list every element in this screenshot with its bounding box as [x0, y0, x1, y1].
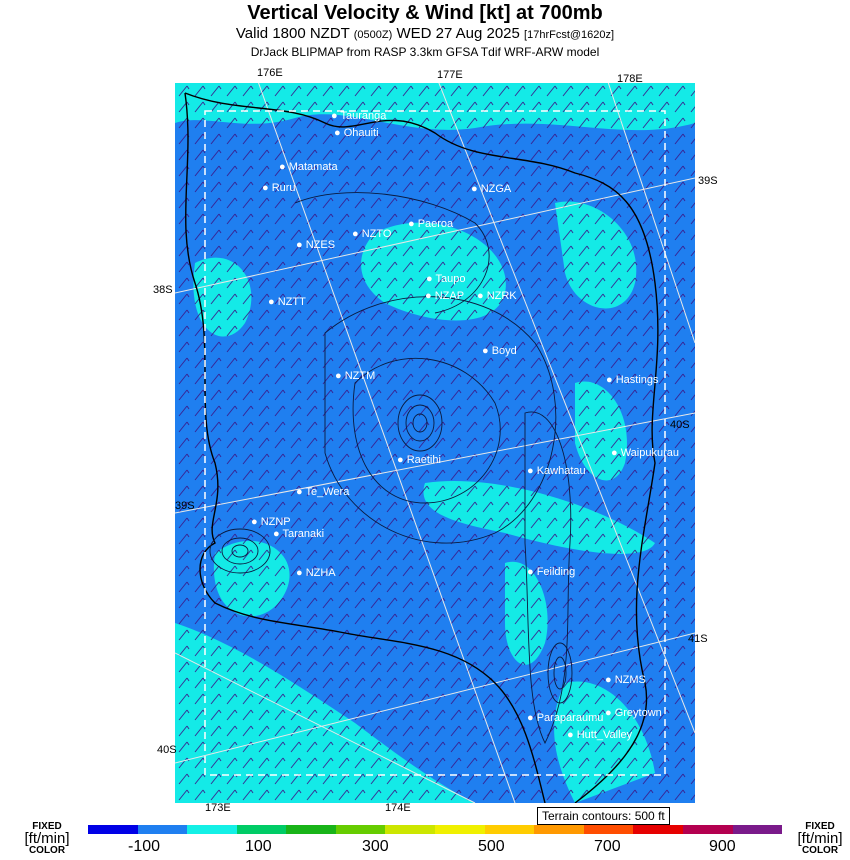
lon-label-top: 176E	[257, 67, 283, 79]
color-swatch	[435, 825, 485, 834]
place-label: ● NZRK	[477, 290, 517, 302]
map-panel	[175, 83, 695, 803]
color-swatch	[633, 825, 683, 834]
color-swatch	[88, 825, 138, 834]
lon-label-top: 178E	[617, 73, 643, 85]
lat-label-left: 38S	[153, 284, 173, 296]
place-label: ● Hastings	[606, 374, 659, 386]
color-swatch	[584, 825, 634, 834]
lon-label-bottom: 173E	[205, 802, 231, 814]
color-tick: 300	[362, 838, 389, 855]
lon-label-bottom: 174E	[385, 802, 411, 814]
color-swatch	[286, 825, 336, 834]
place-label: ● Paraparaumu	[527, 712, 604, 724]
color-swatch	[733, 825, 783, 834]
place-label: ● NZES	[296, 239, 336, 251]
place-label: ● Feilding	[527, 566, 576, 578]
color-swatch	[138, 825, 188, 834]
place-label: ● Hutt_Valley	[567, 729, 633, 741]
place-label: ● Boyd	[482, 345, 517, 357]
color-swatch	[237, 825, 287, 834]
place-label: ● NZHA	[296, 567, 336, 579]
place-label: ● NZTT	[268, 296, 306, 308]
color-tick: 900	[709, 838, 736, 855]
place-label: ● Greytown	[605, 707, 662, 719]
lat-label-left: 39S	[175, 500, 195, 512]
place-label: ● NZMS	[605, 674, 646, 686]
place-label: ● Te_Wera	[296, 486, 350, 498]
place-label: ● Ohauiti	[334, 127, 379, 139]
color-label: COLOR	[28, 845, 66, 856]
legend-units-right	[790, 822, 850, 856]
color-tick: 500	[478, 838, 505, 855]
color-swatch	[385, 825, 435, 834]
color-swatch	[485, 825, 535, 834]
color-tick: 100	[245, 838, 272, 855]
color-tick: -100	[128, 838, 161, 855]
place-label: ● NZAP	[425, 290, 465, 302]
valid-time	[0, 25, 850, 42]
valid-date: WED 27 Aug 2025	[396, 25, 520, 42]
place-label: ● NZTO	[352, 228, 392, 240]
place-label: ● Raetihi	[397, 454, 441, 466]
lat-label-right: 41S	[688, 633, 708, 645]
model-info: DrJack BLIPMAP from RASP 3.3km GFSA Tdif WRF-ARW model	[250, 45, 600, 59]
color-swatch	[683, 825, 733, 834]
valid-main: Valid 1800 NZDT	[235, 25, 350, 42]
place-label: ● Waipukurau	[611, 447, 679, 459]
place-label: ● Tauranga	[331, 110, 387, 122]
units-label: [ft/min]	[797, 830, 843, 847]
fixed-label: FIXED	[32, 821, 62, 832]
lon-label-top: 177E	[437, 69, 463, 81]
color-swatch	[534, 825, 584, 834]
lat-label-right: 39S	[698, 175, 718, 187]
place-label: ● NZGA	[471, 183, 512, 195]
terrain-contour-note: Terrain contours: 500 ft	[537, 807, 670, 825]
color-label: COLOR	[801, 845, 839, 856]
place-label: ● Matamata	[279, 161, 338, 173]
color-swatch	[187, 825, 237, 834]
place-label: ● Taranaki	[273, 528, 325, 540]
place-label: ● Paeroa	[408, 218, 454, 230]
place-label: ● Kawhatau	[527, 465, 586, 477]
color-bar	[88, 825, 782, 834]
valid-utc: (0500Z)	[353, 29, 393, 41]
map-svg	[175, 83, 695, 803]
place-label: ● Taupo	[426, 273, 466, 285]
color-swatch	[336, 825, 386, 834]
forecast-info: [17hrFcst@1620z]	[524, 29, 615, 41]
fixed-label: FIXED	[805, 821, 835, 832]
place-label: ● NZNP	[251, 516, 291, 528]
place-label: ● Ruru	[262, 182, 296, 194]
units-label: [ft/min]	[24, 830, 70, 847]
place-label: ● NZTM	[335, 370, 376, 382]
lat-label-left: 40S	[157, 744, 177, 756]
chart-title: Vertical Velocity & Wind [kt] at 700mb	[247, 2, 603, 24]
legend-units-left	[6, 822, 88, 856]
color-tick: 700	[594, 838, 621, 855]
lat-label-right: 40S	[670, 419, 690, 431]
